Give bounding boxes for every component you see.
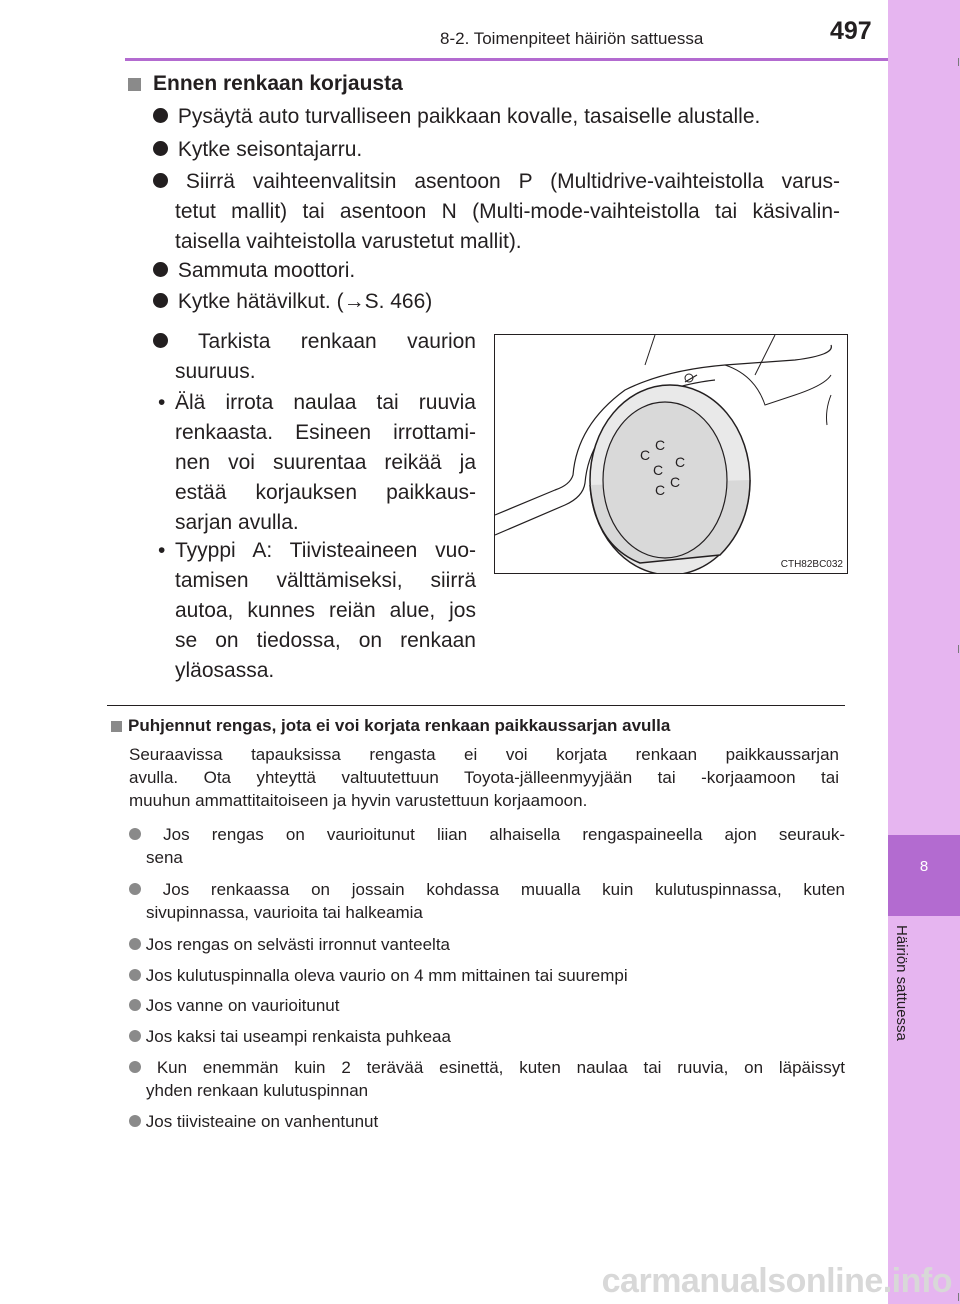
list-item: Jos tiivisteaine on vanhentunut (129, 1110, 378, 1133)
bullet-icon (129, 969, 141, 981)
image-code: CTH82BC032 (780, 559, 843, 570)
bullet-icon (129, 1115, 141, 1127)
bullet-icon (129, 1030, 141, 1042)
section-heading-before-repair: Ennen renkaan korjausta (128, 69, 403, 99)
trim-mark (958, 58, 959, 66)
section2-intro: Seuraavissa tapauksissa rengasta ei voi korjata renkaan paikkaussarjan avulla. Ota yhteyttä valtuutettuun Toyota-jälleenmyyjään tai -korjaamoon tai muuhun ammattitaitoiseen ja hyvin varustettuun korjaamoon. (129, 745, 839, 810)
list-item: Kytke seisontajarru. (153, 135, 362, 165)
note-bullet: • (158, 391, 166, 414)
square-bullet-icon (111, 721, 122, 732)
page-number: 497 (830, 17, 872, 45)
svg-text:C: C (670, 474, 681, 490)
list-item: Jos renkaassa on jossain kohdassa muualla kuin kulutuspinnassa, kuten sivupinnassa, vaurioita tai halkeamia (129, 878, 845, 924)
list-item-check-damage: Tarkista renkaan vaurion suuruus. (153, 327, 476, 387)
list-item: Jos kaksi tai useampi renkaista puhkeaa (129, 1025, 451, 1048)
tire-drawing (495, 335, 847, 573)
list-item: Jos rengas on vaurioitunut liian alhaisella rengaspaineella ajon seurauk- sena (129, 823, 845, 869)
square-bullet-icon (128, 78, 141, 91)
header-rule (125, 58, 888, 61)
bullet-icon (153, 293, 168, 308)
list-item: Jos rengas on selvästi irronnut vanteelta (129, 933, 450, 956)
bullet-icon (153, 141, 168, 156)
bullet-icon (153, 333, 168, 348)
chapter-side-tab (888, 0, 960, 1304)
list-item: Kytke hätävilkut. (→S. 466) (153, 287, 432, 317)
bullet-icon (153, 108, 168, 123)
list-item: Jos kulutuspinnalla oleva vaurio on 4 mm mittainen tai suurempi (129, 964, 628, 987)
bullet-icon (153, 173, 168, 188)
svg-text:C: C (675, 454, 686, 470)
bullet-icon (129, 1061, 141, 1073)
chapter-label: Häiriön sattuessa (893, 925, 910, 1041)
bullet-icon (129, 938, 141, 950)
section-heading-unrepairable: Puhjennut rengas, jota ei voi korjata renkaan paikkaussarjan avulla (111, 714, 670, 737)
watermark: carmanualsonline.info (601, 1262, 952, 1300)
list-item: Siirrä vaihteenvalitsin asentoon P (Multidrive-vaihteistolla varus- tetut mallit) tai asentoon N (Multi-mode-vaihteistolla tai käsivalin- taisella vaihteistolla varustetut mallit). (153, 167, 840, 257)
note-do-not-remove: • Älä irrota naulaa tai ruuvia renkaasta. Esineen irrottami- nen voi suurentaa reikää ja estää korjauksen paikkaus- sarjan avulla. (153, 388, 476, 538)
svg-text:C: C (655, 437, 666, 453)
svg-text:C: C (655, 482, 666, 498)
bullet-icon (153, 262, 168, 277)
trim-mark (958, 1293, 959, 1301)
list-item: Jos vanne on vaurioitunut (129, 994, 339, 1017)
list-item: Sammuta moottori. (153, 256, 355, 286)
svg-text:C: C (653, 462, 664, 478)
section-divider (107, 705, 845, 706)
list-item: Kun enemmän kuin 2 terävää esinettä, kuten naulaa tai ruuvia, on läpäissyt yhden renkaan kulutuspinnan (129, 1056, 845, 1102)
bullet-icon (129, 999, 141, 1011)
chapter-number: 8 (919, 858, 929, 875)
bullet-icon (129, 883, 141, 895)
trim-mark (958, 645, 959, 653)
list-item: Pysäytä auto turvalliseen paikkaan kovalle, tasaiselle alustalle. (153, 102, 760, 132)
bullet-icon (129, 828, 141, 840)
chapter-number-box (888, 835, 960, 916)
section-title: 8-2. Toimenpiteet häiriön sattuessa (440, 29, 704, 48)
svg-text:C: C (640, 447, 651, 463)
note-bullet: • (158, 539, 166, 562)
tire-illustration (494, 334, 848, 574)
note-type-a: • Tyyppi A: Tiivisteaineen vuo- tamisen välttämiseksi, siirrä autoa, kunnes reiän alue, jos se on tiedossa, on renkaan yläosassa. (153, 536, 476, 686)
